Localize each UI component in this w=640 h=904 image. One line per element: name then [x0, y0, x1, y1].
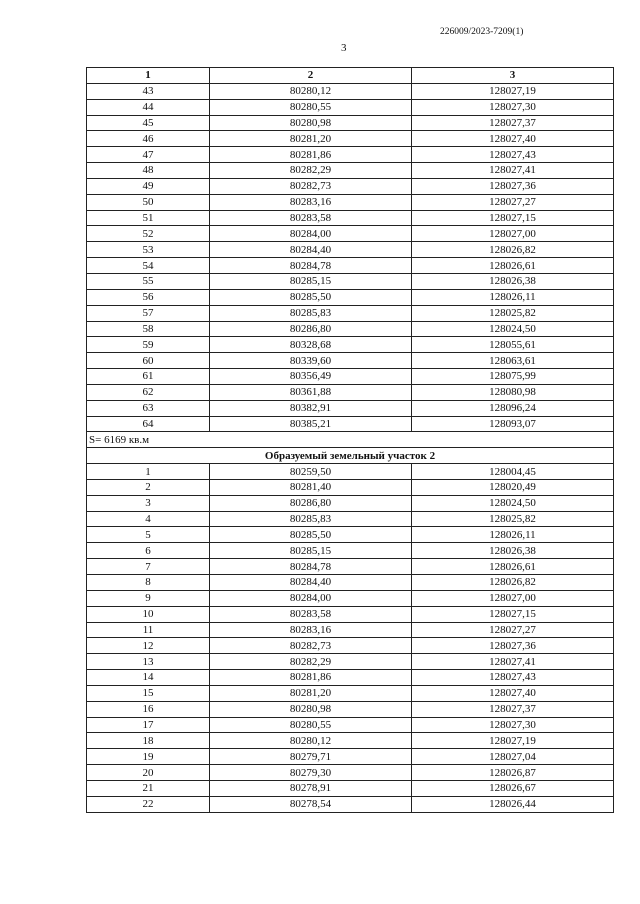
- coord-y: 128027,27: [412, 194, 614, 210]
- point-number: 59: [87, 337, 210, 353]
- table-row: [87, 321, 614, 337]
- coord-x: 80284,78: [210, 559, 412, 575]
- coord-y: 128024,50: [412, 495, 614, 511]
- table-row: [87, 194, 614, 210]
- header-col-2: 2: [210, 68, 412, 84]
- coord-x: 80280,55: [210, 717, 412, 733]
- coord-x: 80282,29: [210, 163, 412, 179]
- coord-y: 128027,30: [412, 99, 614, 115]
- table-row: [87, 575, 614, 591]
- point-number: 1: [87, 464, 210, 480]
- coord-y: 128027,40: [412, 685, 614, 701]
- coord-y: 128026,82: [412, 242, 614, 258]
- section-row: [87, 448, 614, 464]
- coord-y: 128027,36: [412, 638, 614, 654]
- table-row: [87, 273, 614, 289]
- point-number: 15: [87, 685, 210, 701]
- coord-x: 80284,00: [210, 226, 412, 242]
- table-row: [87, 590, 614, 606]
- table-row: [87, 701, 614, 717]
- table-row: [87, 749, 614, 765]
- coord-y: 128027,43: [412, 147, 614, 163]
- coord-y: 128026,11: [412, 289, 614, 305]
- point-number: 11: [87, 622, 210, 638]
- coord-y: 128025,82: [412, 511, 614, 527]
- point-number: 46: [87, 131, 210, 147]
- point-number: 62: [87, 384, 210, 400]
- coord-y: 128055,61: [412, 337, 614, 353]
- point-number: 48: [87, 163, 210, 179]
- coord-y: 128027,00: [412, 590, 614, 606]
- point-number: 5: [87, 527, 210, 543]
- coord-y: 128026,38: [412, 273, 614, 289]
- coord-x: 80280,12: [210, 83, 412, 99]
- coord-y: 128027,41: [412, 163, 614, 179]
- point-number: 6: [87, 543, 210, 559]
- point-number: 55: [87, 273, 210, 289]
- table-row: [87, 99, 614, 115]
- coord-y: 128096,24: [412, 400, 614, 416]
- table-row: [87, 353, 614, 369]
- point-number: 12: [87, 638, 210, 654]
- point-number: 16: [87, 701, 210, 717]
- point-number: 53: [87, 242, 210, 258]
- coord-y: 128026,61: [412, 559, 614, 575]
- table-row: [87, 289, 614, 305]
- coord-y: 128080,98: [412, 384, 614, 400]
- coord-x: 80284,40: [210, 242, 412, 258]
- table-row: [87, 163, 614, 179]
- coord-x: 80281,86: [210, 670, 412, 686]
- coord-y: 128075,99: [412, 369, 614, 385]
- coord-x: 80282,73: [210, 178, 412, 194]
- point-number: 44: [87, 99, 210, 115]
- table-row: [87, 511, 614, 527]
- point-number: 63: [87, 400, 210, 416]
- table-row: [87, 131, 614, 147]
- header-col-3: 3: [412, 68, 614, 84]
- table-row: [87, 115, 614, 131]
- point-number: 45: [87, 115, 210, 131]
- point-number: 19: [87, 749, 210, 765]
- coord-x: 80286,80: [210, 495, 412, 511]
- point-number: 17: [87, 717, 210, 733]
- table-row: [87, 242, 614, 258]
- point-number: 43: [87, 83, 210, 99]
- coord-x: 80382,91: [210, 400, 412, 416]
- coord-x: 80283,16: [210, 194, 412, 210]
- table-row: [87, 83, 614, 99]
- header-col-1: 1: [87, 68, 210, 84]
- point-number: 4: [87, 511, 210, 527]
- table-row: [87, 527, 614, 543]
- table-row: [87, 258, 614, 274]
- table-row: [87, 559, 614, 575]
- coord-y: 128020,49: [412, 479, 614, 495]
- coord-y: 128027,43: [412, 670, 614, 686]
- coord-x: 80281,40: [210, 479, 412, 495]
- table-row: [87, 622, 614, 638]
- coord-x: 80283,16: [210, 622, 412, 638]
- table-row: [87, 765, 614, 781]
- coord-y: 128027,30: [412, 717, 614, 733]
- point-number: 61: [87, 369, 210, 385]
- table-row: [87, 780, 614, 796]
- coord-x: 80280,98: [210, 701, 412, 717]
- table-row: [87, 796, 614, 812]
- table-row: [87, 305, 614, 321]
- header-row: [87, 68, 614, 84]
- table-row: [87, 464, 614, 480]
- coord-x: 80279,30: [210, 765, 412, 781]
- coord-x: 80282,73: [210, 638, 412, 654]
- coord-x: 80278,91: [210, 780, 412, 796]
- point-number: 58: [87, 321, 210, 337]
- coord-x: 80280,12: [210, 733, 412, 749]
- coord-y: 128026,38: [412, 543, 614, 559]
- coord-y: 128026,82: [412, 575, 614, 591]
- table-row: [87, 606, 614, 622]
- coord-y: 128025,82: [412, 305, 614, 321]
- point-number: 57: [87, 305, 210, 321]
- coord-y: 128026,61: [412, 258, 614, 274]
- coord-x: 80284,78: [210, 258, 412, 274]
- point-number: 49: [87, 178, 210, 194]
- point-number: 3: [87, 495, 210, 511]
- coord-x: 80385,21: [210, 416, 412, 432]
- coord-y: 128027,19: [412, 733, 614, 749]
- coord-x: 80286,80: [210, 321, 412, 337]
- coord-y: 128004,45: [412, 464, 614, 480]
- coord-y: 128027,36: [412, 178, 614, 194]
- point-number: 60: [87, 353, 210, 369]
- point-number: 52: [87, 226, 210, 242]
- point-number: 18: [87, 733, 210, 749]
- point-number: 20: [87, 765, 210, 781]
- area-row: [87, 432, 614, 448]
- coord-x: 80285,50: [210, 289, 412, 305]
- point-number: 54: [87, 258, 210, 274]
- point-number: 50: [87, 194, 210, 210]
- table-row: [87, 495, 614, 511]
- coord-x: 80339,60: [210, 353, 412, 369]
- coord-y: 128026,67: [412, 780, 614, 796]
- table-row: [87, 178, 614, 194]
- coord-y: 128027,37: [412, 115, 614, 131]
- area-label: S= 6169 кв.м: [87, 432, 614, 448]
- coord-x: 80280,55: [210, 99, 412, 115]
- coord-x: 80285,50: [210, 527, 412, 543]
- coord-y: 128024,50: [412, 321, 614, 337]
- table-row: [87, 226, 614, 242]
- coord-x: 80361,88: [210, 384, 412, 400]
- point-number: 13: [87, 654, 210, 670]
- table-row: [87, 400, 614, 416]
- table-row: [87, 543, 614, 559]
- coord-x: 80283,58: [210, 210, 412, 226]
- point-number: 47: [87, 147, 210, 163]
- coord-y: 128027,27: [412, 622, 614, 638]
- coord-x: 80281,86: [210, 147, 412, 163]
- table-row: [87, 416, 614, 432]
- table-row: [87, 210, 614, 226]
- coord-x: 80285,15: [210, 273, 412, 289]
- coord-x: 80259,50: [210, 464, 412, 480]
- document-number: 226009/2023-7209(1): [440, 27, 524, 37]
- coord-y: 128027,40: [412, 131, 614, 147]
- coord-x: 80356,49: [210, 369, 412, 385]
- point-number: 9: [87, 590, 210, 606]
- point-number: 14: [87, 670, 210, 686]
- coord-x: 80280,98: [210, 115, 412, 131]
- coordinates-table: [86, 67, 614, 813]
- point-number: 7: [87, 559, 210, 575]
- point-number: 21: [87, 780, 210, 796]
- coord-x: 80283,58: [210, 606, 412, 622]
- coord-x: 80285,83: [210, 511, 412, 527]
- coord-y: 128026,11: [412, 527, 614, 543]
- page-number: 3: [341, 42, 347, 54]
- coord-y: 128026,44: [412, 796, 614, 812]
- coord-x: 80281,20: [210, 131, 412, 147]
- point-number: 8: [87, 575, 210, 591]
- point-number: 56: [87, 289, 210, 305]
- section-title: Образуемый земельный участок 2: [87, 448, 614, 464]
- coord-y: 128026,87: [412, 765, 614, 781]
- table-row: [87, 479, 614, 495]
- table-row: [87, 654, 614, 670]
- table-row: [87, 384, 614, 400]
- coord-y: 128027,00: [412, 226, 614, 242]
- coord-y: 128027,37: [412, 701, 614, 717]
- table-row: [87, 685, 614, 701]
- table-row: [87, 369, 614, 385]
- coord-x: 80285,15: [210, 543, 412, 559]
- coord-x: 80284,00: [210, 590, 412, 606]
- point-number: 64: [87, 416, 210, 432]
- coord-y: 128027,15: [412, 210, 614, 226]
- coord-y: 128027,19: [412, 83, 614, 99]
- coord-x: 80279,71: [210, 749, 412, 765]
- coord-x: 80278,54: [210, 796, 412, 812]
- table-row: [87, 733, 614, 749]
- point-number: 22: [87, 796, 210, 812]
- table-row: [87, 638, 614, 654]
- coord-x: 80281,20: [210, 685, 412, 701]
- table-row: [87, 670, 614, 686]
- coord-y: 128093,07: [412, 416, 614, 432]
- point-number: 10: [87, 606, 210, 622]
- coord-x: 80285,83: [210, 305, 412, 321]
- coord-y: 128027,41: [412, 654, 614, 670]
- point-number: 51: [87, 210, 210, 226]
- coord-y: 128063,61: [412, 353, 614, 369]
- table-row: [87, 337, 614, 353]
- coord-x: 80282,29: [210, 654, 412, 670]
- coord-y: 128027,15: [412, 606, 614, 622]
- coord-x: 80284,40: [210, 575, 412, 591]
- coord-y: 128027,04: [412, 749, 614, 765]
- table-row: [87, 717, 614, 733]
- point-number: 2: [87, 479, 210, 495]
- table-row: [87, 147, 614, 163]
- coord-x: 80328,68: [210, 337, 412, 353]
